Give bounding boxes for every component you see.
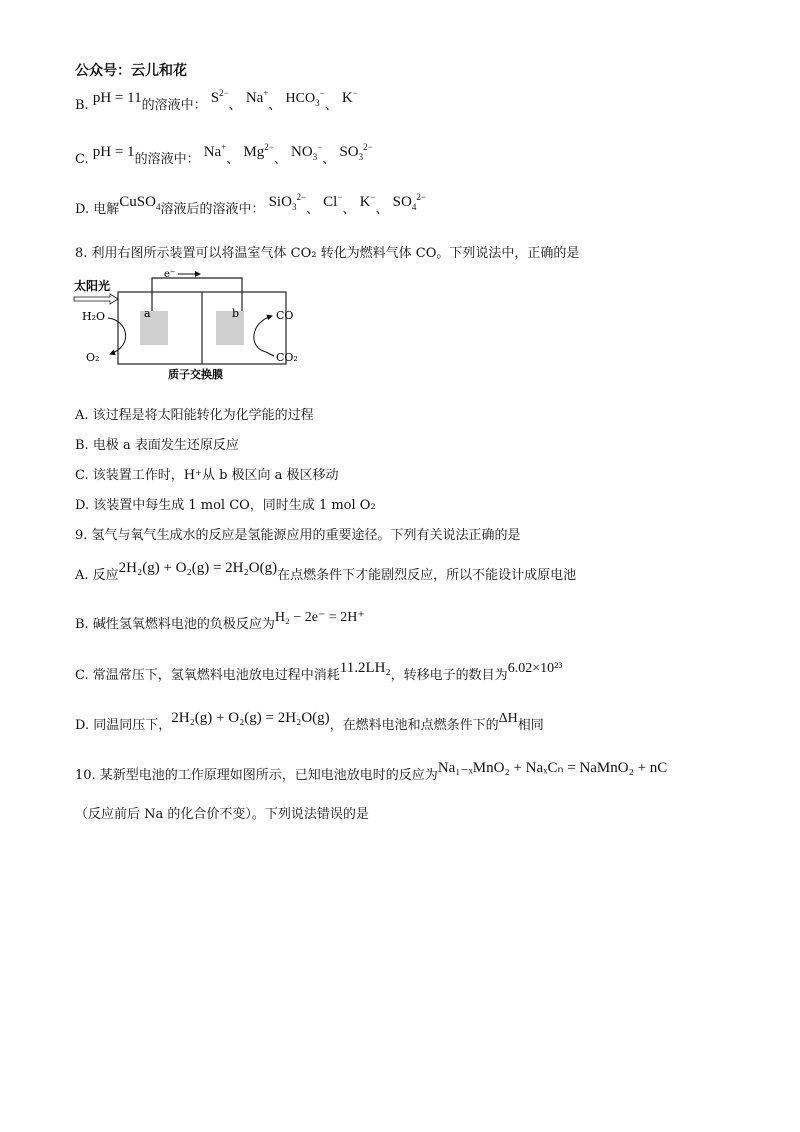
membrane-label: 质子交换膜 [168,368,223,381]
q9-option-d[interactable]: D. 同温同压下，2H₂(g) + O₂(g) = 2H₂O(g)，在燃料电池和点燃条件下的ΔH相同 [75,710,544,733]
q7-option-c[interactable]: C. pH = 1的溶液中： Na+、 $Mg^{2-}$、 $NO_3^-$、 $SO_3^{2-}$ [75,142,373,167]
sunlight-arrow [74,294,118,304]
q7-option-b[interactable]: B. pH = 11的溶液中： $S^{2-}$、 Na+、 $HCO_3^-$、 K− [75,88,358,113]
electrode-b [216,311,244,345]
electrode-a-label: a [144,307,151,320]
q10-stem: 10. 某新型电池的工作原理如图所示，已知电池放电时的反应为Na₁₋ₓMnO₂ + NaₓCₙ = NaMnO₂ + nC [75,760,668,783]
q8-option-b[interactable]: B. 电极 a 表面发生还原反应 [75,438,239,453]
q7-option-d[interactable]: D. 电解CuSO$_4$溶液后的溶液中： SiO$_3^{2-}$、 Cl−、 K−、 $SO_4^{2-}$ [75,192,426,217]
co-curve [254,316,272,352]
q9-option-a[interactable]: A. 反应2H₂(g) + O₂(g) = 2H₂O(g)在点燃条件下才能剧烈反应，所以不能设计成原电池 [75,560,577,583]
q10-stem-line2: （反应前后 Na 的化合价不变）。下列说法错误的是 [75,807,369,822]
q8-option-c[interactable]: C. 该装置工作时，H⁺从 b 极区向 a 极区移动 [75,468,339,483]
sunlight-label: 太阳光 [74,279,111,293]
electron-label: e⁻ [164,269,176,280]
co2-label: CO₂ [276,351,298,364]
electrolysis-diagram [70,266,310,386]
q9-stem: 9. 氢气与氧气生成水的反应是氢能源应用的重要途径。下列有关说法正确的是 [75,528,521,543]
water-curve [108,318,126,354]
q8-stem: 8. 利用右图所示装置可以将温室气体 CO₂ 转化为燃料气体 CO。下列说法中，正确的是 [75,246,580,261]
oxygen-label: O₂ [86,351,100,364]
co2-line [266,352,274,356]
co-label: CO [276,309,294,322]
q8-option-d[interactable]: D. 该装置中每生成 1 mol CO，同时生成 1 mol O₂ [75,498,376,513]
q9-option-b[interactable]: B. 碱性氢氧燃料电池的负极反应为H₂ − 2e⁻ = 2H⁺ [75,610,365,632]
q9-option-c[interactable]: C. 常温常压下，氢氧燃料电池放电过程中消耗11.2LH₂，转移电子的数目为6.02×10²³ [75,660,563,683]
water-label: H₂O [82,310,106,323]
external-wire [152,278,242,311]
electrode-b-label: b [232,307,240,320]
q8-option-a[interactable]: A. 该过程是将太阳能转化为化学能的过程 [75,408,314,423]
source-header: 公众号：云儿和花 [75,63,187,79]
